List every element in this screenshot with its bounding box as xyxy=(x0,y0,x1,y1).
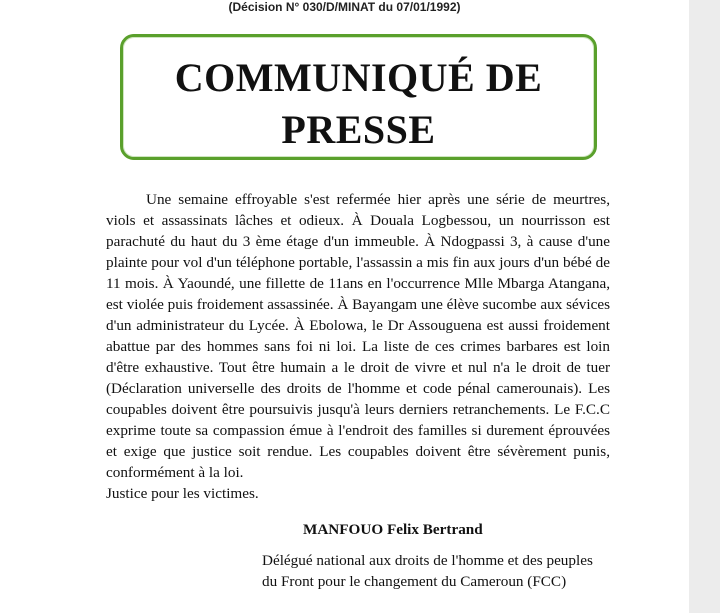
decision-reference: (Décision N° 030/D/MINAT du 07/01/1992) xyxy=(228,0,461,14)
viewer-gutter xyxy=(689,0,720,613)
signer-name: MANFOUO Felix Bertrand xyxy=(303,521,483,538)
main-paragraph: Une semaine effroyable s'est refermée hier après une série de meurtres, viols et assassinats lâches et odieux. À Douala Logbessou, un nourrisson est parachuté du haut du 3 ème étage d'un immeuble. À Ndogpassi 3, à cause d'une plainte pour vol d'un téléphone portable, l'assassin a mis fin aux jours d'un bébé de 11 mois. À Yaoundé, une fillette de 11ans en l'occurrence Mlle Mbarga Atangana, est violée puis froidement assassinée. À Bayangam une élève sucombe aux sévices d'un administrateur du Lycée. À Ebolowa, le Dr Assouguena est aussi froidement abattue par des hommes sans foi ni loi. La liste de ces crimes barbares est loin d'être exhaustive. Tout être humain a le droit de vivre et nul n'a le droit de tuer (Déclaration universelle des droits de l'homme et code pénal camerounais). Les coupables doivent être poursuivis jusqu'à leurs derniers retranchements. Le F.C.C exprime toute sa compassion émue à l'endroit des familles si durement éprouvées et exige que justice soit rendue. Les coupables doivent être sévèrement punis, conformément à la loi. xyxy=(106,191,610,481)
signer-role-line-2: du Front pour le changement du Cameroun (FCC) xyxy=(262,573,567,590)
title-line-2: PRESSE xyxy=(281,107,436,152)
closing-line: Justice pour les victimes. xyxy=(106,485,259,502)
press-release-title xyxy=(120,52,597,156)
title-line-1: COMMUNIQUÉ DE xyxy=(174,55,543,100)
body-text xyxy=(106,189,610,483)
signer-role xyxy=(262,550,622,592)
signer-role-line-1: Délégué national aux droits de l'homme et des peuples xyxy=(262,552,593,569)
